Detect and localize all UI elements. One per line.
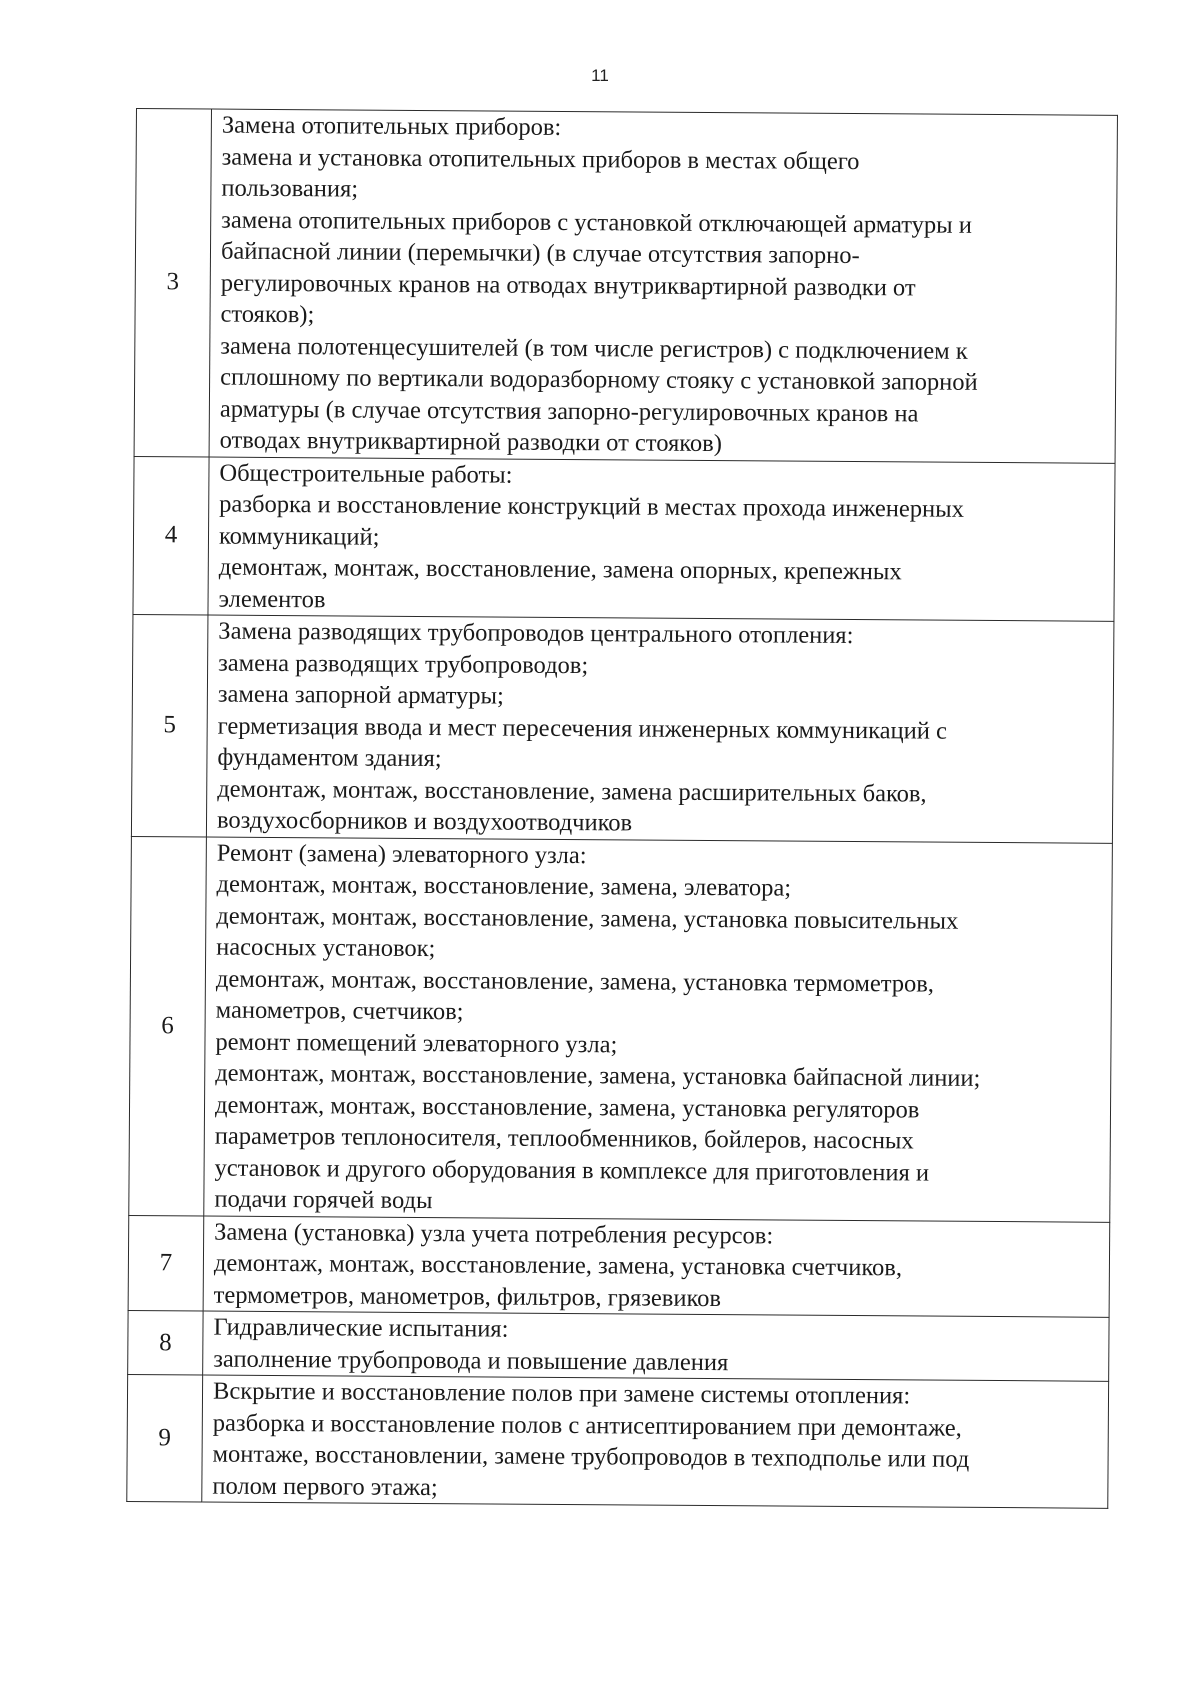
table-row bbox=[133, 456, 1115, 621]
description-line: замена полотенцесушителей (в том числе регистров) с подключением к bbox=[220, 332, 968, 365]
description-line: стояков); bbox=[220, 300, 315, 329]
description-line: Замена отопительных приборов: bbox=[221, 111, 562, 141]
description-line: подачи горячей воды bbox=[214, 1185, 433, 1215]
table-row bbox=[134, 109, 1117, 463]
description-line: отводах внутриквартирной разводки от стояков) bbox=[219, 426, 723, 458]
description-line: параметров теплоносителя, теплообменников, бойлеров, насосных bbox=[214, 1122, 914, 1155]
description-line: Общестроительные работы: bbox=[219, 459, 513, 489]
description-line: заполнение трубопровода и повышение давления bbox=[213, 1345, 729, 1376]
description-line: фундаментом здания; bbox=[217, 743, 442, 773]
row-number: 9 bbox=[127, 1374, 203, 1502]
description-line: монтаже, восстановлении, замене трубопроводов в техподполье или под bbox=[212, 1440, 970, 1473]
description-line: воздухосборников и воздухоотводчиков bbox=[216, 806, 633, 837]
description-line: установок и другого оборудования в комплексе для приготовления и bbox=[214, 1154, 930, 1187]
description-line: демонтаж, монтаж, восстановление, замена, установка регуляторов bbox=[214, 1091, 920, 1123]
description-line: Гидравлические испытания: bbox=[213, 1313, 509, 1343]
row-description bbox=[209, 109, 1117, 463]
row-description bbox=[208, 457, 1115, 622]
description-line: арматуры (в случае отсутствия запорно-регулировочных кранов на bbox=[219, 395, 919, 427]
description-line: замена и установка отопительных приборов в местах общего bbox=[221, 143, 860, 175]
row-number: 6 bbox=[129, 836, 207, 1216]
description-line: замена разводящих трубопроводов; bbox=[218, 649, 589, 679]
description-line: демонтаж, монтаж, восстановление, замена, установка термометров, bbox=[215, 965, 935, 998]
description-line: демонтаж, монтаж, восстановление, замена, установка повысительных bbox=[216, 902, 959, 935]
table-row bbox=[128, 1310, 1109, 1381]
row-number: 5 bbox=[131, 614, 208, 836]
row-number: 4 bbox=[133, 456, 209, 615]
description-line: демонтаж, монтаж, восстановление, замена, элеватора; bbox=[216, 870, 792, 902]
description-line: байпасной линии (перемычки) (в случае отсутствия запорно- bbox=[220, 237, 860, 270]
description-line: демонтаж, монтаж, восстановление, замена расширительных баков, bbox=[217, 775, 927, 808]
description-line: замена отопительных приборов с установкой отключающей арматуры и bbox=[221, 206, 973, 239]
description-line: коммуникаций; bbox=[218, 522, 380, 551]
description-line: герметизация ввода и мест пересечения инженерных коммуникаций с bbox=[217, 712, 948, 745]
row-description bbox=[202, 1375, 1109, 1508]
description-line: демонтаж, монтаж, восстановление, замена опорных, крепежных bbox=[218, 553, 902, 586]
table-row bbox=[127, 1374, 1109, 1508]
description-line: Вскрытие и восстановление полов при замене системы отопления: bbox=[212, 1377, 911, 1410]
description-line: элементов bbox=[218, 585, 326, 613]
description-line: сплошному по вертикали водоразборному стояку с установкой запорной bbox=[220, 363, 978, 396]
row-number: 7 bbox=[128, 1215, 204, 1311]
description-line: Ремонт (замена) элеваторного узла: bbox=[216, 839, 587, 869]
page-number: 11 bbox=[591, 66, 609, 85]
description-line: замена запорной арматуры; bbox=[217, 680, 504, 710]
table-row bbox=[128, 1215, 1110, 1317]
row-number: 8 bbox=[128, 1310, 203, 1375]
description-line: полом первого этажа; bbox=[212, 1472, 438, 1501]
row-number: 3 bbox=[134, 109, 211, 457]
table-row bbox=[131, 614, 1114, 842]
works-table bbox=[126, 108, 1118, 1509]
description-line: регулировочных кранов на отводах внутриквартирной разводки от bbox=[220, 269, 916, 301]
description-line: термометров, манометров, фильтров, грязевиков bbox=[213, 1281, 722, 1312]
description-line: демонтаж, монтаж, восстановление, замена, установка счетчиков, bbox=[213, 1249, 903, 1282]
description-line: Замена разводящих трубопроводов центрального отопления: bbox=[218, 617, 854, 650]
description-line: манометров, счетчиков; bbox=[215, 996, 464, 1026]
description-line: пользования; bbox=[221, 174, 359, 203]
description-line: разборка и восстановление полов с антисептированием при демонтаже, bbox=[212, 1409, 962, 1442]
description-line: демонтаж, монтаж, восстановление, замена, установка байпасной линии; bbox=[215, 1059, 981, 1092]
row-description bbox=[206, 615, 1114, 843]
description-line: ремонт помещений элеваторного узла; bbox=[215, 1028, 618, 1058]
row-description bbox=[204, 837, 1113, 1222]
table-row bbox=[129, 836, 1113, 1222]
row-description bbox=[203, 1216, 1110, 1318]
description-line: разборка и восстановление конструкций в местах прохода инженерных bbox=[219, 490, 965, 523]
description-line: насосных установок; bbox=[216, 933, 436, 963]
row-description bbox=[203, 1311, 1109, 1381]
description-line: Замена (установка) узла учета потребления ресурсов: bbox=[214, 1218, 774, 1249]
